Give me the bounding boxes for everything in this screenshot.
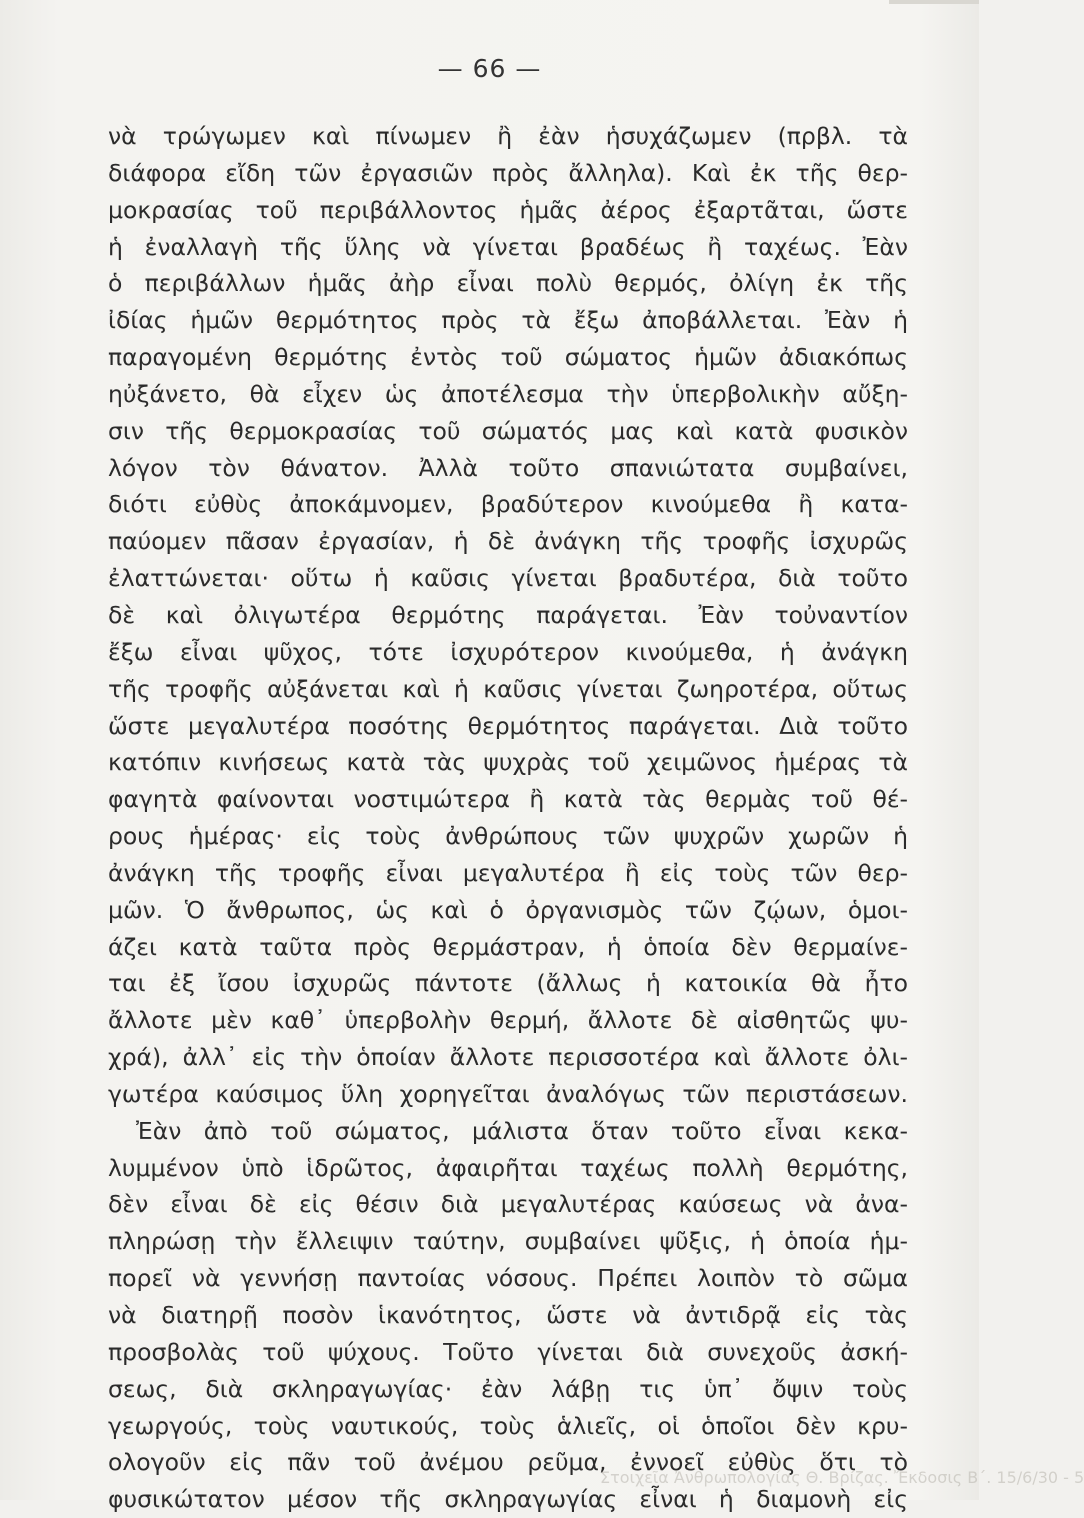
text-line: μοκρασίας τοῦ περιβάλλοντος ἡμᾶς ἀέρος ἐξαρτᾶται, ὥστε [108, 195, 908, 224]
text-line: προσβολὰς τοῦ ψύχους. Τοῦτο γίνεται διὰ συνεχοῦς ἀσκή- [108, 1337, 908, 1366]
text-line: σιν τῆς θερμοκρασίας τοῦ σώματός μας καὶ κατὰ φυσικὸν [108, 416, 908, 445]
text-line: παραγομένη θερμότης ἐντὸς τοῦ σώματος ἡμῶν ἀδιακόπως [108, 343, 908, 372]
text-line: ἀνάγκη τῆς τροφῆς εἶναι μεγαλυτέρα ἢ εἰς τοὺς τῶν θερ- [108, 858, 908, 887]
text-line: ἄλλοτε μὲν καθ᾽ ὑπερβολὴν θερμή, ἄλλοτε δὲ αἰσθητῶς ψυ- [108, 1006, 908, 1035]
text-line: άζει κατὰ ταῦτα πρὸς θερμάστραν, ἡ ὁποία δὲν θερμαίνε- [108, 932, 908, 961]
body-text [108, 118, 908, 1518]
text-line: ται ἐξ ἴσου ἰσχυρῶς πάντοτε (ἄλλως ἡ κατοικία θὰ ἦτο [108, 969, 908, 998]
text-line: νὰ διατηρῇ ποσὸν ἱκανότητος, ὥστε νὰ ἀντιδρᾷ εἰς τὰς [108, 1301, 908, 1329]
text-line: φυσικώτατον μέσον τῆς σκληραγωγίας εἶναι ἡ διαμονὴ εἰς [108, 1485, 908, 1514]
text-line: ἔξω εἶναι ψῦχος, τότε ἰσχυρότερον κινούμεθα, ἡ ἀνάγκη [108, 637, 908, 666]
page-number: — 66 — [437, 54, 542, 83]
text-line: διότι εὐθὺς ἀποκάμνομεν, βραδύτερον κινούμεθα ἢ κατα- [108, 490, 908, 519]
text-line: διάφορα εἴδη τῶν ἐργασιῶν πρὸς ἄλληλα). Καὶ ἐκ τῆς θερ- [108, 158, 908, 187]
text-line: ηὐξάνετο, θὰ εἶχεν ὡς ἀποτέλεσμα τὴν ὑπερβολικὴν αὔξη- [108, 379, 908, 408]
text-line: ολογοῦν εἰς πᾶν τοῦ ἀνέμου ρεῦμα, ἐννοεῖ εὐθὺς ὅτι τὸ [108, 1448, 908, 1477]
text-line: πληρώσῃ τὴν ἔλλειψιν ταύτην, συμβαίνει ψῦξις, ἡ ὁποία ἡμ- [108, 1227, 908, 1256]
text-line: δὲ καὶ ὀλιγωτέρα θερμότης παράγεται. Ἐὰν τοὐναντίον [108, 600, 908, 629]
text-line: Ἐὰν ἀπὸ τοῦ σώματος, μάλιστα ὅταν τοῦτο εἶναι κεκα- [136, 1116, 908, 1145]
text-line: μῶν. Ὁ ἄνθρωπος, ὡς καὶ ὁ ὀργανισμὸς τῶν ζῴων, ὁμοι- [108, 895, 908, 924]
text-line: δὲν εἶναι δὲ εἰς θέσιν διὰ μεγαλυτέρας καύσεως νὰ ἀνα- [108, 1190, 908, 1219]
text-line: γωτέρα καύσιμος ὕλη χορηγεῖται ἀναλόγως τῶν περιστάσεων. [108, 1079, 908, 1108]
text-line: ἰδίας ἡμῶν θερμότητος πρὸς τὰ ἔξω ἀποβάλλεται. Ἐὰν ἡ [108, 306, 908, 335]
text-line: ὁ περιβάλλων ἡμᾶς ἀὴρ εἶναι πολὺ θερμός, ὀλίγη ἐκ τῆς [108, 269, 908, 298]
text-line: παύομεν πᾶσαν ἐργασίαν, ἡ δὲ ἀνάγκη τῆς τροφῆς ἰσχυρῶς [108, 527, 908, 556]
text-line: πορεῖ νὰ γεννήσῃ παντοίας νόσους. Πρέπει λοιπὸν τὸ σῶμα [108, 1264, 908, 1293]
text-line: ἡ ἐναλλαγὴ τῆς ὕλης νὰ γίνεται βραδέως ἢ ταχέως. Ἐὰν [108, 232, 908, 261]
text-line: χρά), ἀλλ᾽ εἰς τὴν ὁποίαν ἄλλοτε περισσοτέρα καὶ ἄλλοτε ὀλι- [108, 1043, 908, 1072]
text-line: ρους ἡμέρας· εἰς τοὺς ἀνθρώπους τῶν ψυχρῶν χωρῶν ἡ [108, 822, 908, 851]
text-line: λυμμένον ὑπὸ ἱδρῶτος, ἀφαιρῆται ταχέως πολλὴ θερμότης, [108, 1153, 908, 1182]
text-line: λόγον τὸν θάνατον. Ἀλλὰ τοῦτο σπανιώτατα συμβαίνει, [108, 453, 908, 482]
text-line: γεωργούς, τοὺς ναυτικούς, τοὺς ἁλιεῖς, οἱ ὁποῖοι δὲν κρυ- [108, 1411, 908, 1440]
footer-bleed-through-text: Στοιχεῖα Ἀνθρωπολογίας Θ. Βρίζας. Ἔκδοσις Β΄. 15/6/30 - 5 [600, 1468, 1084, 1487]
text-line: τῆς τροφῆς αὐξάνεται καὶ ἡ καῦσις γίνεται ζωηροτέρα, οὕτως [108, 674, 908, 703]
text-line: νὰ τρώγωμεν καὶ πίνωμεν ἢ ἐὰν ἡσυχάζωμεν (πρβλ. τὰ [108, 122, 908, 150]
text-line: ἐλαττώνεται· οὕτω ἡ καῦσις γίνεται βραδυτέρα, διὰ τοῦτο [108, 564, 908, 593]
text-line: ὥστε μεγαλυτέρα ποσότης θερμότητος παράγεται. Διὰ τοῦτο [108, 711, 908, 740]
text-line: σεως, διὰ σκληραγωγίας· ἐὰν λάβῃ τις ὑπ᾽ ὄψιν τοὺς [108, 1374, 908, 1403]
text-line: κατόπιν κινήσεως κατὰ τὰς ψυχρὰς τοῦ χειμῶνος ἡμέρας τὰ [108, 748, 908, 777]
page-edge-mark [889, 0, 979, 4]
text-line: φαγητὰ φαίνονται νοστιμώτερα ἢ κατὰ τὰς θερμὰς τοῦ θέ- [108, 785, 908, 814]
